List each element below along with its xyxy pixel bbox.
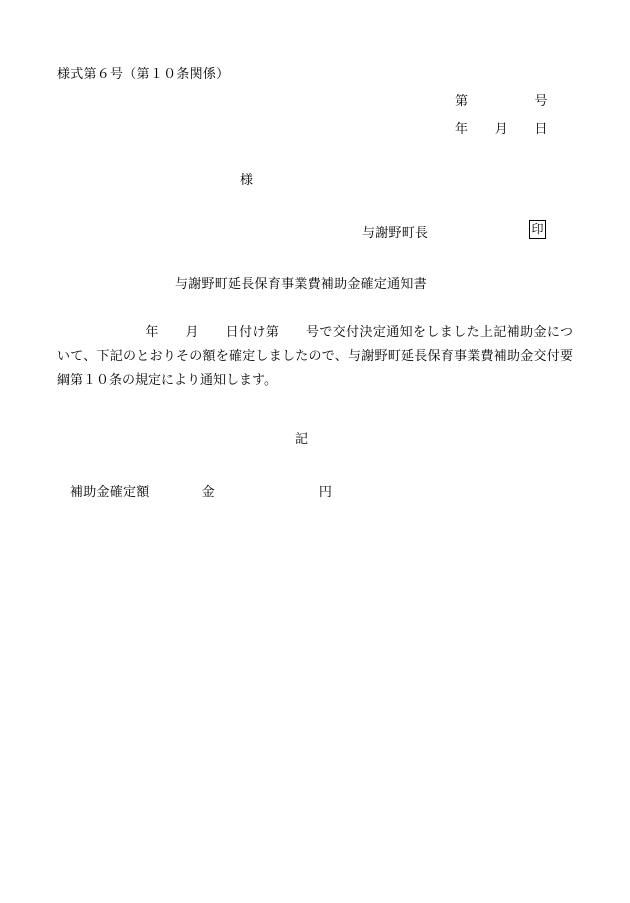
amount-currency-suffix: 円 — [318, 484, 333, 499]
seal-stamp-box: 印 — [529, 220, 546, 239]
amount-currency-prefix: 金 — [201, 484, 215, 499]
document-date-field: 年 月 日 — [455, 121, 548, 136]
amount-row — [70, 482, 332, 502]
document-number-field: 第 号 — [455, 93, 548, 108]
body-paragraph-text: 年 月 日付け第 号で交付決定通知をしました上記補助金について、下記のとおりその額を確定しましたので、与謝野町延長保育事業費補助金交付要綱第１０条の規定により通知します。 — [57, 324, 573, 388]
ki-marker: 記 — [295, 431, 309, 446]
form-number: 様式第６号（第１０条関係） — [57, 66, 230, 81]
addressee-label: 様 — [240, 172, 254, 187]
amount-label: 補助金確定額 — [70, 484, 150, 499]
document-title: 与謝野町延長保育事業費補助金確定通知書 — [175, 276, 427, 291]
issuer-name: 与謝野町長 — [362, 225, 429, 240]
body-paragraph — [57, 320, 573, 392]
